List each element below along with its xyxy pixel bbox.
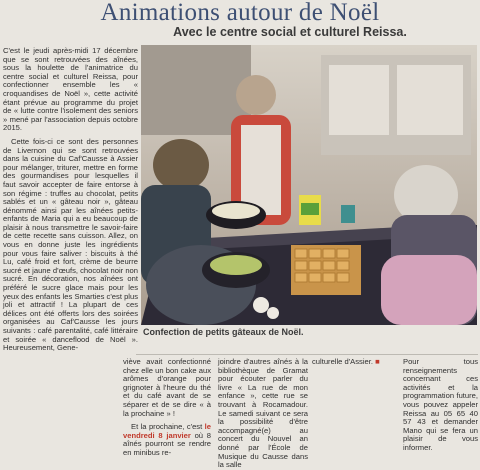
end-mark-icon: ■: [375, 357, 380, 366]
article-column-4: [312, 358, 407, 436]
article-column-left: [3, 47, 138, 433]
col2-paragraph-2: [123, 423, 211, 457]
headline: Animations autour de Noël: [100, 0, 380, 26]
photo-caption: Confection de petits gâteaux de Noël.: [143, 327, 304, 337]
paragraph-1: C'est le jeudi après-midi 17 décembre que se sont retrouvées des aînées, sous la houlette de l'animatrice du centre social et culturel Reissa, pour confectionner ensemble les « croquandises de Noël », cette activité étant prévue au programme du projet de « lutte contre l'isolement des seniors » mené par l'association depuis octobre 2015.: [3, 46, 138, 133]
photo-cooking-scene-icon: [141, 45, 477, 325]
col2-date-highlight: le vendredi 8 janvier: [123, 422, 211, 440]
col2-paragraph-1: viève avait confectionné chez elle un bon cake aux arômes d'orange pour grignoter à l'heure du thé et du café avant de se séparer et de se dire « à la prochaine » !: [123, 357, 211, 418]
col2-text-post: où 8 aînés pourront se rendre en minibus re-: [123, 430, 211, 457]
paragraph-2: Cette fois-ci ce sont des personnes de Livernon qui se sont retrouvées dans la cuisine du Caf'Causse à Assier pour mélanger, triturer, mettre en forme des gourmandises pour lesquelles il faut savoir accepter de faire entorse à son régime : truffes au chocolat, petits sablés et un « gâteau noir », gâteau dénommé ainsi par les aînées petits-enfants de Maria qui a eu beaucoup de plaisir à nous transmettre le savoir-faire de cette recette sans cuisson. Allez, on vous en donne juste les ingrédients pour vous faire saliver : biscuits à thé Lu, café froid et fort, crème de beurre sucré et jaune d'œufs, chocolat noir non sucré. En décoration, nos aînées ont préféré le sucre glace mais pour les yeux des enfants les Smarties c'est plus joli et attractif ! La plupart de ces délices ont été offerts lors des soirées organisées au Caf'Causse les jours suivants : café parentalité, café littéraire et soirée « danceflood de Noël ». Heureusement, Gene-: [3, 136, 138, 353]
divider: [136, 354, 478, 355]
article-column-2: [123, 357, 211, 457]
info-box: [403, 357, 478, 452]
info-text: Pour tous renseignements concernant ces activités et la programmation future, vous pouvez appeler Reissa au 05 65 40 57 43 et demander Mano qui se fera un plaisir de vous informer.: [403, 357, 478, 452]
col3-paragraph: joindre d'autres aînés à la bibliothèque de Gramat pour écouter parler du livre « La rue de mon enfance », cette rue se trouvant à Rocamadour. Le samedi suivant ce sera la possibilité d'être accompagné(e) au concert du Nouvel an donné par l'École de Musique du Causse dans la salle: [218, 357, 308, 470]
article-column-3: [218, 357, 308, 470]
col4-paragraph: [312, 358, 407, 367]
col2-text-pre: Et la prochaine, c'est: [131, 422, 205, 432]
col4-text: culturelle d'Assier.: [312, 357, 373, 366]
subheadline: Avec le centre social et culturel Reissa.: [173, 25, 407, 39]
article-photo: [141, 45, 477, 325]
